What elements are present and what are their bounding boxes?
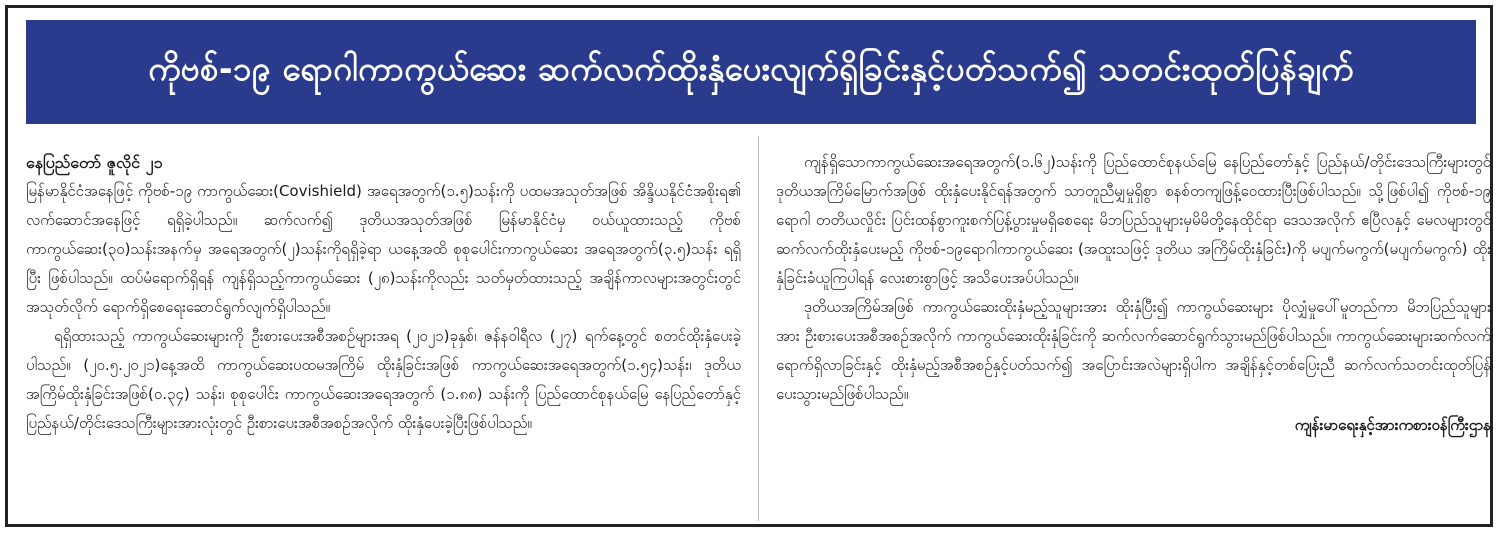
left-paragraph-2: ရရှိထားသည့် ကာကွယ်ဆေးများကို ဦးစားပေးအစီအစဉ်များအရ (၂၀၂၁)ခုနှစ်၊ ဇန်နဝါရီလ (၂၇) ရက်နေ့တွင် စတင်ထိုးနှံပေးခဲ့ပါသည်။ (၂၀.၅.၂၀၂၁)နေ့အထိ ကာကွယ်ဆေးပထမအကြိမ် ထိုးနှံခြင်းအဖြစ် ကာကွယ်ဆေးအရေအတွက်(၁.၅၄)သန်း၊ ဒုတိယအကြိမ်ထိုးနှံခြင်းအဖြစ်(၀.၃၄) သန်း၊ စုစုပေါင်း ကာကွယ်ဆေးအရေအတွက် (၁.၈၈) သန်းကို ပြည်ထောင်စုနယ်မြေ နေပြည်တော်နှင့် ပြည်နယ်/တိုင်းဒေသကြီးများအားလုံးတွင် ဦးစားပေးအစီအစဉ်အလိုက် ထိုးနှံပေးခဲ့ပြီးဖြစ်ပါသည်။ xyxy=(26,327,741,432)
headline: ကိုဗစ်-၁၉ ရောဂါကာကွယ်ဆေး ဆက်လက်ထိုးနှံပေးလျက်ရှိခြင်းနှင့်ပတ်သက်၍ သတင်းထုတ်ပြန်ချက် xyxy=(148,48,1354,88)
right-column xyxy=(776,148,1491,440)
right-paragraph-1: ကျန်ရှိသောကာကွယ်ဆေးအရေအတွက်(၁.၆၂)သန်းကို ပြည်ထောင်စုနယ်မြေ နေပြည်တော်နှင့် ပြည်နယ်/တိုင်းဒေသကြီးများတွင် ဒုတိယအကြိမ်မြောက်အဖြစ် ထိုးနှံပေးနိုင်ရန်အတွက် သာတူညီမျှမှုရှိစွာ စနစ်တကျဖြန့်ဝေထားပြီးဖြစ်ပါသည်။ သို့ဖြစ်ပါ၍ ကိုဗစ်-၁၉ ရောဂါ တတိယလှိုင်း ပြင်းထန်စွာကူးစက်ပြန့်ပွားမှုမရှိစေရေး မိဘပြည်သူများမှမိမိတို့နေထိုင်ရာ ဒေသအလိုက် ဧပြီလနှင့် မေလများတွင်ဆက်လက်ထိုးနှံပေးမည့် ကိုဗစ်-၁၉ရောဂါကာကွယ်ဆေး (အထူးသဖြင့် ဒုတိယ အကြိမ်ထိုးနှံခြင်း)ကို မပျက်မကွက်(မပျက်မကွက်) ထိုးနှံခြင်းခံယူကြပါရန် လေးစားစွာဖြင့် အသိပေးအပ်ပါသည်။ xyxy=(776,153,1491,287)
dateline: နေပြည်တော် ဇူလိုင် ၂၁ xyxy=(26,153,163,172)
column-divider xyxy=(758,136,759,521)
left-paragraph-1: မြန်မာနိုင်ငံအနေဖြင့် ကိုဗစ်-၁၉ ကာကွယ်ဆေး(Covishield) အရေအတွက်(၁.၅)သန်းကို ပထမအသုတ်အဖြစ် အိန္ဒိယနိုင်ငံအစိုးရ၏ လက်ဆောင်အနေဖြင့် ရရှိခဲ့ပါသည်။ ဆက်လက်၍ ဒုတိယအသုတ်အဖြစ် မြန်မာနိုင်ငံမှ ဝယ်ယူထားသည့် ကိုဗစ်ကာကွယ်ဆေး(၃၀)သန်းအနက်မှ အရေအတွက်(၂)သန်းကိုရရှိခဲ့ရာ ယနေ့အထိ စုစုပေါင်းကာကွယ်ဆေး အရေအတွက်(၃.၅)သန်း ရရှိပြီး ဖြစ်ပါသည်။ ထပ်မံရောက်ရှိရန် ကျန်ရှိသည့်ကာကွယ်ဆေး (၂၈)သန်းကိုလည်း သတ်မှတ်ထားသည့် အချိန်ကာလများအတွင်းတွင် အသုတ်လိုက် ရောက်ရှိစေရေးဆောင်ရွက်လျက်ရှိပါသည်။ xyxy=(26,182,741,316)
press-release-frame xyxy=(5,5,1493,527)
left-column xyxy=(26,148,741,438)
headline-banner xyxy=(26,20,1476,124)
right-paragraph-2: ဒုတိယအကြိမ်အဖြစ် ကာကွယ်ဆေးထိုးနှံမည့်သူများအား ထိုးနှံပြီး၍ ကာကွယ်ဆေးများ ပိုလျှံမှုပေါ်မူတည်ကာ မိဘပြည်သူများအား ဦးစားပေးအစီအစဉ်အလိုက် ကာကွယ်ဆေးထိုးနှံခြင်းကို ဆက်လက်ဆောင်ရွက်သွားမည်ဖြစ်ပါသည်။ ကာကွယ်ဆေးများဆက်လက်ရောက်ရှိလာခြင်းနှင့် ထိုးနှံမည့်အစီအစဉ်နှင့်ပတ်သက်၍ အပြောင်းအလဲများရှိပါက အချိန်နှင့်တစ်ပြေးညီ ဆက်လက်သတင်းထုတ်ပြန်ပေးသွားမည်ဖြစ်ပါသည်။ xyxy=(776,298,1491,403)
ministry-signature: ကျန်းမာရေးနှင့်အားကစားဝန်ကြီးဌာန xyxy=(1294,416,1491,434)
